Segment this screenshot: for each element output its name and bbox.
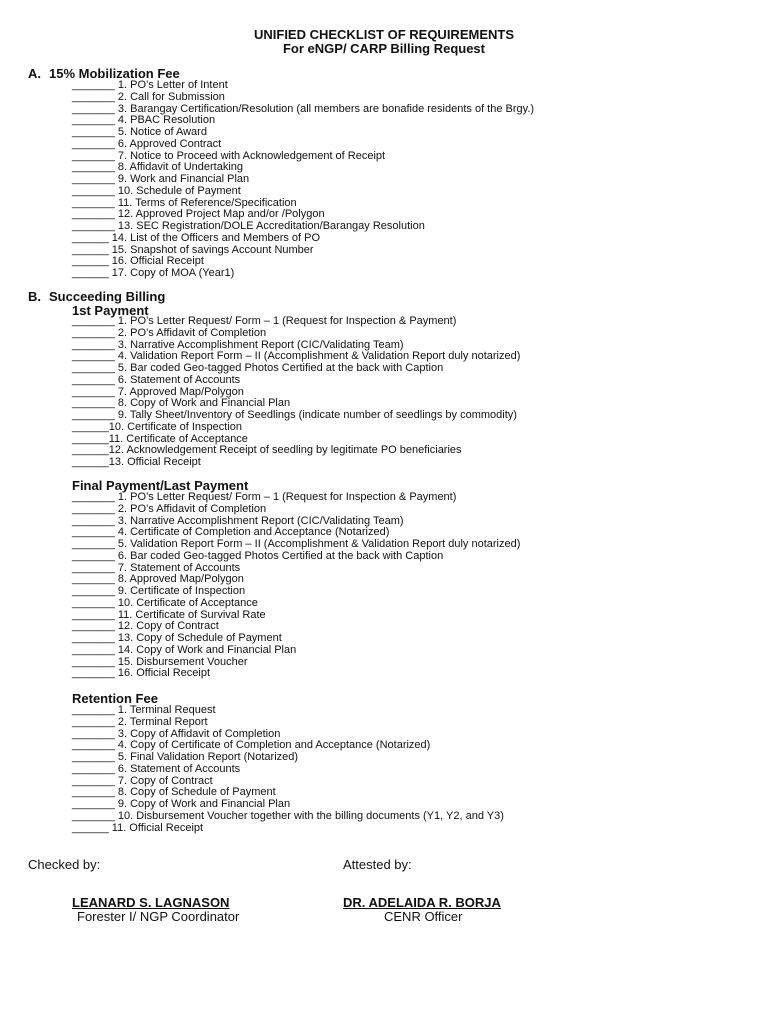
section-b-letter: B. (28, 289, 41, 304)
checklist-item-text: 5. Validation Report Form – II (Accomplishment & Validation Report duly notarized) (114, 538, 521, 550)
checkbox-blank-line: _______ (72, 79, 115, 91)
checkbox-blank-line: _______ (72, 727, 115, 740)
checkbox-blank-line: ______ (72, 231, 109, 244)
checklist-item-text: 10. Certificate of Inspection (108, 420, 243, 433)
checkbox-blank-line: _______ (72, 220, 115, 232)
checked-by-name: LEANARD S. LAGNASON (72, 895, 230, 910)
document-subtitle: For eNGP/ CARP Billing Request (282, 41, 485, 56)
checklist-item-text: 16. Official Receipt (114, 667, 211, 680)
checkbox-blank-line: _______ (72, 397, 115, 410)
checklist-item-text: 10. Disbursement Voucher together with the billing documents (Y1, Y2, and Y3) (114, 809, 504, 822)
checklist-item (72, 668, 520, 680)
section-a-title: 15% Mobilization Fee (49, 66, 180, 81)
checkbox-blank-line: _______ (72, 184, 115, 197)
checkbox-blank-line: _______ (72, 538, 115, 550)
first-payment-heading: 1st Payment (72, 303, 149, 318)
document-title: UNIFIED CHECKLIST OF REQUIREMENTS (253, 27, 514, 42)
checkbox-blank-line: _______ (72, 762, 115, 775)
checkbox-blank-line: ______ (72, 420, 109, 433)
checkbox-blank-line: _______ (72, 137, 115, 150)
checklist-item-text: 10. Certificate of Acceptance (114, 596, 258, 609)
checkbox-blank-line: _______ (72, 491, 115, 503)
checklist-item-text: 2. PO’s Affidavit of Completion (114, 502, 267, 515)
checkbox-blank-line: ______ (72, 243, 109, 256)
checkbox-blank-line: _______ (72, 315, 115, 327)
checklist-item-text: 11. Certificate of Survival Rate (114, 608, 266, 621)
checkbox-blank-line: _______ (72, 667, 115, 680)
checklist-item-text: 5. Final Validation Report (Notarized) (114, 751, 299, 763)
checkbox-blank-line: _______ (72, 161, 115, 174)
checkbox-blank-line: _______ (72, 643, 115, 656)
checkbox-blank-line: _______ (72, 196, 115, 209)
checkbox-blank-line: _______ (72, 632, 115, 644)
checklist-item-text: 4. Validation Report Form – II (Accomplishment & Validation Report duly notarized) (114, 350, 521, 363)
checkbox-blank-line: _______ (72, 608, 115, 621)
checkbox-blank-line: _______ (72, 704, 115, 716)
section-b-heading (28, 289, 165, 304)
checklist-item-text: 1. Terminal Request (114, 704, 216, 716)
checklist-item (72, 457, 520, 469)
checkbox-blank-line: _______ (72, 409, 115, 421)
checklist-item-text: 3. Narrative Accomplishment Report (CIC/Validating Team) (114, 338, 404, 351)
checkbox-blank-line: _______ (72, 114, 115, 127)
checkbox-blank-line: _______ (72, 362, 115, 374)
checklist-item-text: 5. Bar coded Geo-tagged Photos Certified at the back with Caption (114, 362, 444, 374)
checkbox-blank-line: _______ (72, 573, 115, 586)
checklist-item-text: 12. Acknowledgement Receipt of seedling by legitimate PO beneficiaries (108, 444, 462, 457)
checkbox-blank-line: _______ (72, 751, 115, 763)
retention-fee-heading: Retention Fee (72, 691, 158, 706)
checklist-item-text: 14. Copy of Work and Financial Plan (114, 643, 297, 656)
final-payment-list (72, 492, 520, 680)
checklist-item-text: 2. Call for Submission (114, 90, 225, 103)
attested-by-name: DR. ADELAIDA R. BORJA (343, 895, 501, 910)
checklist-item-text: 3. Copy of Affidavit of Completion (114, 727, 281, 740)
checklist-item (72, 268, 534, 280)
checkbox-blank-line: ______ (72, 432, 109, 445)
checklist-item-text: 9. Tally Sheet/Inventory of Seedlings (indicate number of seedlings by commodity) (114, 409, 517, 421)
checklist-item-text: 13. SEC Registration/DOLE Accreditation/Barangay Resolution (114, 220, 425, 232)
checkbox-blank-line: _______ (72, 126, 115, 138)
checklist-item (72, 823, 504, 835)
checklist-item-text: 6. Statement of Accounts (114, 373, 241, 386)
checklist-item-text: 2. PO’s Affidavit of Completion (114, 326, 267, 339)
checklist-item-text: 7. Statement of Accounts (114, 561, 241, 574)
checklist-item-text: 6. Bar coded Geo-tagged Photos Certified at the back with Caption (114, 549, 444, 562)
checklist-item-text: 1. PO’s Letter Request/ Form – 1 (Request for Inspection & Payment) (114, 491, 457, 503)
checkbox-blank-line: ______ (72, 444, 109, 457)
checklist-item-text: 8. Copy of Schedule of Payment (114, 786, 276, 799)
checkbox-blank-line: ______ (72, 267, 109, 279)
checklist-item-text: 13. Official Receipt (108, 456, 201, 468)
checkbox-blank-line: _______ (72, 514, 115, 527)
checklist-item-text: 9. Work and Financial Plan (114, 173, 250, 185)
checklist-item-text: 17. Copy of MOA (Year1) (108, 267, 235, 279)
checkbox-blank-line: _______ (72, 90, 115, 103)
checkbox-blank-line: _______ (72, 326, 115, 339)
checkbox-blank-line: _______ (72, 774, 115, 787)
checkbox-blank-line: _______ (72, 385, 115, 398)
checked-by-label: Checked by: (28, 857, 101, 872)
checkbox-blank-line: _______ (72, 715, 115, 728)
checkbox-blank-line: _______ (72, 338, 115, 351)
checklist-item-text: 15. Disbursement Voucher (114, 655, 248, 668)
checklist-item-text: 6. Approved Contract (114, 137, 222, 150)
checklist-item-text: 7. Copy of Contract (114, 774, 213, 787)
checkbox-blank-line: _______ (72, 526, 115, 539)
checklist-item-text: 1. PO’s Letter of Intent (114, 79, 228, 91)
checklist-item-text: 2. Terminal Report (114, 715, 208, 728)
checkbox-blank-line: _______ (72, 655, 115, 668)
section-b-title: Succeeding Billing (49, 289, 166, 304)
checkbox-blank-line: _______ (72, 350, 115, 363)
checkbox-blank-line: _______ (72, 208, 115, 221)
attested-by-label: Attested by: (343, 857, 412, 872)
section-a-letter: A. (28, 66, 41, 81)
checkbox-blank-line: _______ (72, 809, 115, 822)
final-payment-heading: Final Payment/Last Payment (72, 478, 249, 493)
retention-fee-list (72, 705, 504, 834)
checklist-item-text: 3. Narrative Accomplishment Report (CIC/Validating Team) (114, 514, 404, 527)
checkbox-blank-line: _______ (72, 561, 115, 574)
section-a-list (72, 80, 534, 280)
checklist-item-text: 12. Approved Project Map and/or /Polygon (114, 208, 325, 221)
checkbox-blank-line: _______ (72, 102, 115, 115)
checkbox-blank-line: _______ (72, 373, 115, 386)
checkbox-blank-line: ______ (72, 255, 109, 268)
checklist-item-text: 11. Certificate of Acceptance (108, 432, 248, 445)
checklist-item-text: 3. Barangay Certification/Resolution (all members are bonafide residents of the Brgy.) (114, 102, 535, 115)
checklist-item-text: 9. Certificate of Inspection (114, 585, 246, 597)
checkbox-blank-line: _______ (72, 549, 115, 562)
checkbox-blank-line: ______ (72, 456, 109, 468)
checklist-item-text: 13. Copy of Schedule of Payment (114, 632, 282, 644)
checkbox-blank-line: _______ (72, 173, 115, 185)
checklist-item-text: 11. Terms of Reference/Specification (114, 196, 297, 209)
checklist-item-text: 8. Copy of Work and Financial Plan (114, 397, 291, 410)
checkbox-blank-line: _______ (72, 798, 115, 810)
first-payment-list (72, 316, 520, 469)
checkbox-blank-line: _______ (72, 620, 115, 633)
checklist-item-text: 7. Notice to Proceed with Acknowledgement of Receipt (114, 149, 386, 162)
checklist-item-text: 10. Schedule of Payment (114, 184, 241, 197)
checklist-item-text: 8. Approved Map/Polygon (114, 573, 244, 586)
checked-by-position: Forester I/ NGP Coordinator (77, 909, 240, 924)
checklist-item-text: 15. Snapshot of savings Account Number (108, 243, 314, 256)
attested-by-position: CENR Officer (384, 909, 463, 924)
checklist-item-text: 6. Statement of Accounts (114, 762, 241, 775)
checklist-item-text: 9. Copy of Work and Financial Plan (114, 798, 291, 810)
checklist-item-text: 4. PBAC Resolution (114, 114, 216, 127)
checklist-item-text: 5. Notice of Award (114, 126, 207, 138)
checkbox-blank-line: ______ (72, 821, 109, 834)
checkbox-blank-line: _______ (72, 502, 115, 515)
checklist-item-text: 1. PO’s Letter Request/ Form – 1 (Request for Inspection & Payment) (114, 315, 457, 327)
checklist-item-text: 4. Copy of Certificate of Completion and Acceptance (Notarized) (114, 739, 431, 752)
checklist-item-text: 16. Official Receipt (108, 255, 204, 268)
checklist-item-text: 8. Affidavit of Undertaking (114, 161, 244, 174)
checkbox-blank-line: _______ (72, 585, 115, 597)
checklist-item-text: 11. Official Receipt (108, 821, 204, 834)
checkbox-blank-line: _______ (72, 596, 115, 609)
checkbox-blank-line: _______ (72, 149, 115, 162)
checklist-item-text: 7. Approved Map/Polygon (114, 385, 244, 398)
checklist-item-text: 14. List of the Officers and Members of PO (108, 231, 321, 244)
checklist-item-text: 4. Certificate of Completion and Acceptance (Notarized) (114, 526, 390, 539)
checkbox-blank-line: _______ (72, 739, 115, 752)
checklist-item-text: 12. Copy of Contract (114, 620, 219, 633)
checkbox-blank-line: _______ (72, 786, 115, 799)
